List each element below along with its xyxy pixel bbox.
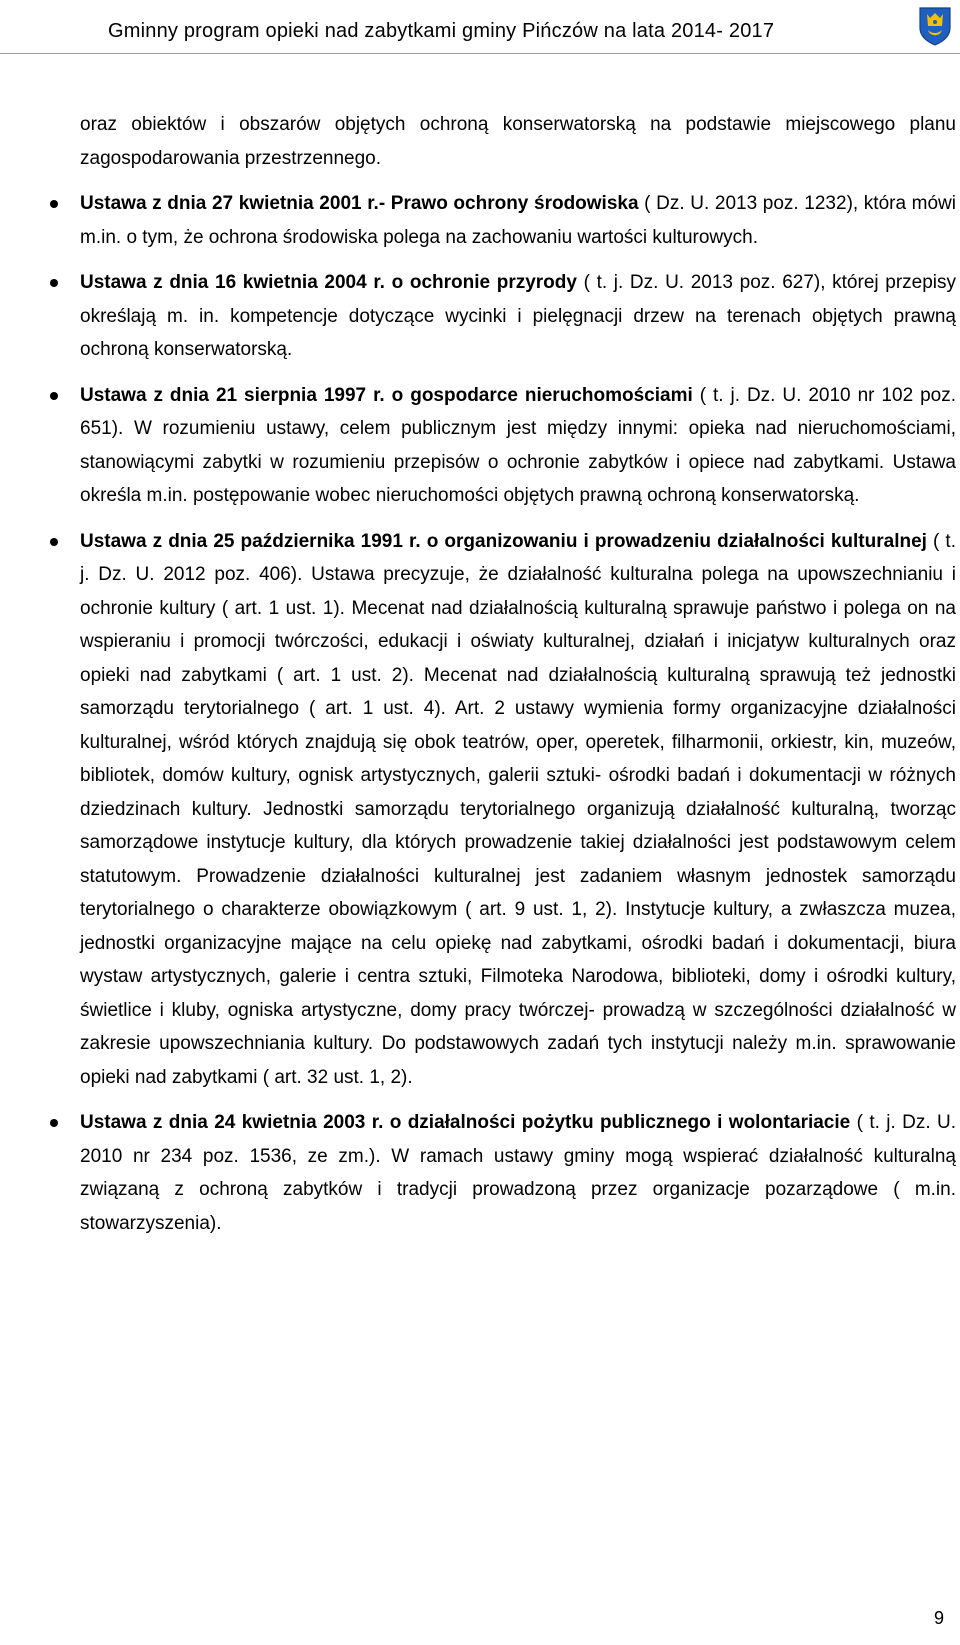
coat-of-arms-icon <box>918 6 952 46</box>
act-description: ( t. j. Dz. U. 2010 nr 102 poz. 651). W rozumieniu ustawy, celem publicznym jest między innymi: opieka nad nieruchomościami, stanowiącymi zabytki w rozumieniu przepisów o ochronie zabytków i opiece nad zabytkami. Ustawa określa m.in. postępowanie wobec nieruchomości objętych prawną ochroną konserwatorską. <box>80 384 956 506</box>
list-item <box>80 1106 956 1240</box>
bullet-icon <box>50 538 58 546</box>
list-item <box>80 187 956 254</box>
act-description: ( Dz. U. 2013 poz. 1232), która mówi m.in. o tym, że ochrona środowiska polega na zachowaniu wartości kulturowych. <box>80 193 956 248</box>
header-divider <box>0 53 960 54</box>
bullet-icon <box>50 1119 58 1127</box>
act-description: ( t. j. Dz. U. 2012 poz. 406). Ustawa precyzuje, że działalność kulturalna polega na upowszechnianiu i ochronie kultury ( art. 1 ust. 1). Mecenat nad działalnością kulturalną sprawuje państwo i polega on na wspieraniu i promocji twórczości, edukacji i oświaty kulturalnej, działań i inicjatyw kulturalnych oraz opieki nad zabytkami ( art. 1 ust. 2). Mecenat nad działalnością kulturalną sprawują też jednostki samorządu terytorialnego ( art. 1 ust. 4). Art. 2 ustawy wymienia formy organizacyjne działalności kulturalnej, wśród których znajdują się obok teatrów, oper, operetek, filharmonii, orkiestr, kin, muzeów, bibliotek, domów kultury, ognisk artystycznych, galerii sztuki- ośrodki badań i dokumentacji w różnych dziedzinach kultury. Jednostki samorządu terytorialnego organizują działalność kulturalną, tworząc samorządowe instytucje kultury, dla których prowadzenie takiej działalności jest podstawowym celem statutowym. Prowadzenie działalności kulturalnej jest zadaniem własnym jednostek samorządu terytorialnego o charakterze obowiązkowym ( art. 9 ust. 1, 2). Instytucje kultury, a zwłaszcza muzea, jednostki organizacyjne mające na celu opiekę nad zabytkami, ośrodki badań i dokumentacji, biura wystaw artystycznych, galerie i centra sztuki, Filmoteka Narodowa, biblioteki, domy i ośrodki kultury, świetlice i kluby, ogniska artystyczne, domy pracy twórczej- prowadzą w szczególności działalność w zakresie upowszechniania kultury. Do podstawowych zadań tych instytucji należy m.in. sprawowanie opieki nad zabytkami ( art. 32 ust. 1, 2). <box>80 530 956 1088</box>
page-number: 9 <box>934 1608 945 1628</box>
list-item <box>80 379 956 513</box>
bullet-icon <box>50 279 58 287</box>
act-title: Ustawa z dnia 24 kwietnia 2003 r. o działalności pożytku publicznego i wolontariacie <box>80 1112 851 1133</box>
act-title: Ustawa z dnia 27 kwietnia 2001 r.- Prawo ochrony środowiska <box>80 193 639 214</box>
list-item <box>80 525 956 1095</box>
list-item-text <box>80 187 956 254</box>
list-item-text <box>80 1106 956 1240</box>
document-title: Gminny program opieki nad zabytkami gminy Pińczów na lata 2014- 2017 <box>108 20 775 42</box>
list-item <box>80 266 956 367</box>
bullet-icon <box>50 392 58 400</box>
document-body <box>80 108 956 1240</box>
act-title: Ustawa z dnia 21 sierpnia 1997 r. o gospodarce nieruchomościami <box>80 384 693 406</box>
page-header <box>0 0 960 56</box>
list-item-text <box>80 266 956 367</box>
list-item-text <box>80 379 956 513</box>
intro-paragraph: oraz obiektów i obszarów objętych ochroną konserwatorską na podstawie miejscowego planu zagospodarowania przestrzennego. <box>80 114 956 169</box>
act-title: Ustawa z dnia 25 października 1991 r. o organizowaniu i prowadzeniu działalności kulturalnej <box>80 530 927 552</box>
list-item-text <box>80 525 956 1095</box>
bullet-icon <box>50 200 58 208</box>
act-title: Ustawa z dnia 16 kwietnia 2004 r. o ochronie przyrody <box>80 272 577 293</box>
act-description: ( t. j. Dz. U. 2013 poz. 627), której przepisy określają m. in. kompetencje dotyczące wycinki i pielęgnacji drzew na terenach objętych prawną ochroną konserwatorską. <box>80 272 956 360</box>
act-description: ( t. j. Dz. U. 2010 nr 234 poz. 1536, ze zm.). W ramach ustawy gminy mogą wspierać działalność kulturalną związaną z ochroną zabytków i tradycji prowadzoną przez organizacje pozarządowe ( m.in. stowarzyszenia). <box>80 1112 957 1234</box>
